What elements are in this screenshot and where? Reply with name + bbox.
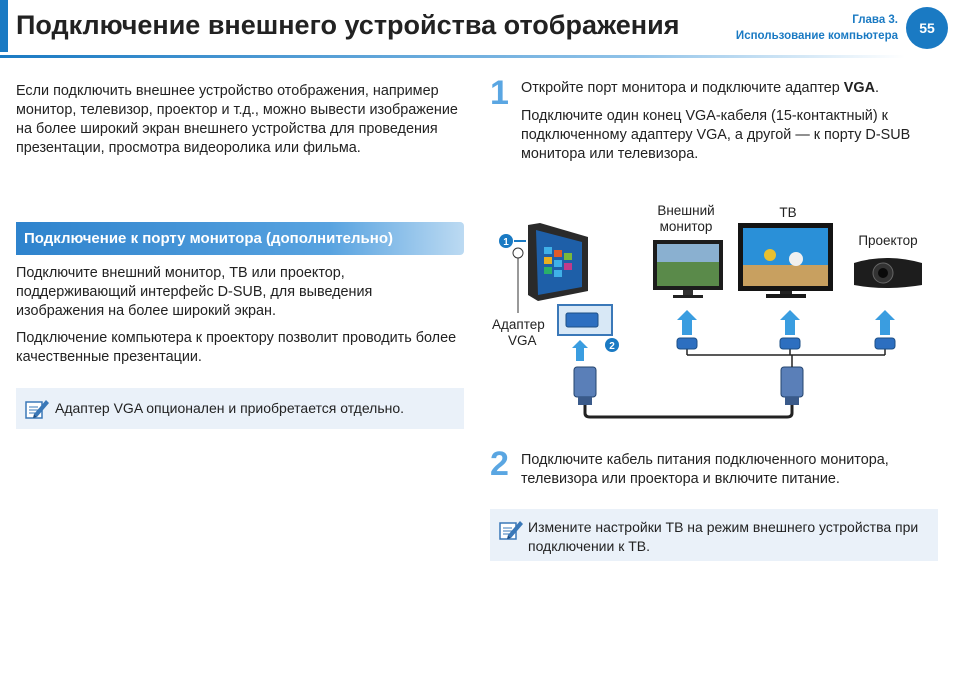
callout-1-label: 1 bbox=[503, 237, 509, 248]
step-1-number: 1 bbox=[490, 74, 509, 112]
note-text: Измените настройки ТВ на режим внешнего устройства при подключении к ТВ. bbox=[528, 519, 919, 554]
note-pencil-icon bbox=[498, 518, 524, 542]
section-paragraph-2: Подключение компьютера к проектору позволит проводить более качественные презентации. bbox=[16, 330, 457, 365]
page-number-badge: 55 bbox=[906, 7, 948, 49]
step-2-number: 2 bbox=[490, 445, 509, 483]
tv-label: ТВ bbox=[779, 205, 797, 220]
intro-paragraph: Если подключить внешнее устройство отображения, например монитор, телевизор, проектор и т.д., можно вывести изображение на более широкий экран внешнего устройства для проведения презентации, просмотра видеоролика или фильма. bbox=[16, 83, 458, 156]
projector-label: Проектор bbox=[858, 233, 918, 248]
note-box-tv bbox=[490, 509, 938, 561]
monitor-label-line1: Внешний bbox=[657, 203, 715, 218]
connection-diagram bbox=[488, 195, 933, 430]
step-1-bold-vga: VGA bbox=[843, 80, 875, 96]
step-1-period: . bbox=[874, 80, 879, 96]
callout-2-label: 2 bbox=[609, 341, 615, 352]
chapter-title: Использование компьютера bbox=[735, 30, 898, 42]
note-pencil-icon bbox=[24, 397, 50, 421]
step-1-detail: Подключите один конец VGA-кабеля (15-контактный) к подключенному адаптеру VGA, а другой — к порту D-SUB монитора или телевизора. bbox=[521, 108, 911, 162]
up-arrows bbox=[572, 310, 895, 361]
chapter-number: Глава 3. bbox=[852, 14, 898, 26]
monitor-label-line2: монитор bbox=[659, 219, 713, 234]
chapter-label bbox=[736, 12, 898, 44]
note-box-adapter bbox=[16, 388, 464, 429]
adapter-label-line2: VGA bbox=[508, 333, 537, 348]
tablet-image bbox=[528, 223, 588, 301]
step-1-text: Откройте порт монитора и подключите адаптер bbox=[521, 80, 844, 96]
step-1-instruction bbox=[521, 80, 879, 96]
title-underline bbox=[0, 55, 905, 58]
step-2-instruction: Подключите кабель питания подключенного монитора, телевизора или проектора и включите питание. bbox=[521, 452, 889, 487]
external-monitor-image bbox=[653, 240, 723, 298]
header-accent-bar bbox=[0, 0, 8, 52]
section-paragraph-1: Подключите внешний монитор, ТВ или проектор, поддерживающий интерфейс D-SUB, для выведения изображения на более широкий экран. bbox=[16, 265, 373, 319]
adapter-label-line1: Адаптер bbox=[492, 317, 545, 332]
vga-cable bbox=[574, 355, 803, 417]
note-text: Адаптер VGA опционален и приобретается отдельно. bbox=[55, 400, 405, 416]
page-title: Подключение внешнего устройства отображения bbox=[16, 10, 680, 40]
vga-ports-row bbox=[677, 338, 895, 355]
adapter-port-highlight bbox=[513, 248, 523, 258]
section-heading: Подключение к порту монитора (дополнительно) bbox=[16, 222, 464, 255]
projector-image bbox=[854, 258, 922, 288]
tv-image bbox=[738, 223, 833, 298]
